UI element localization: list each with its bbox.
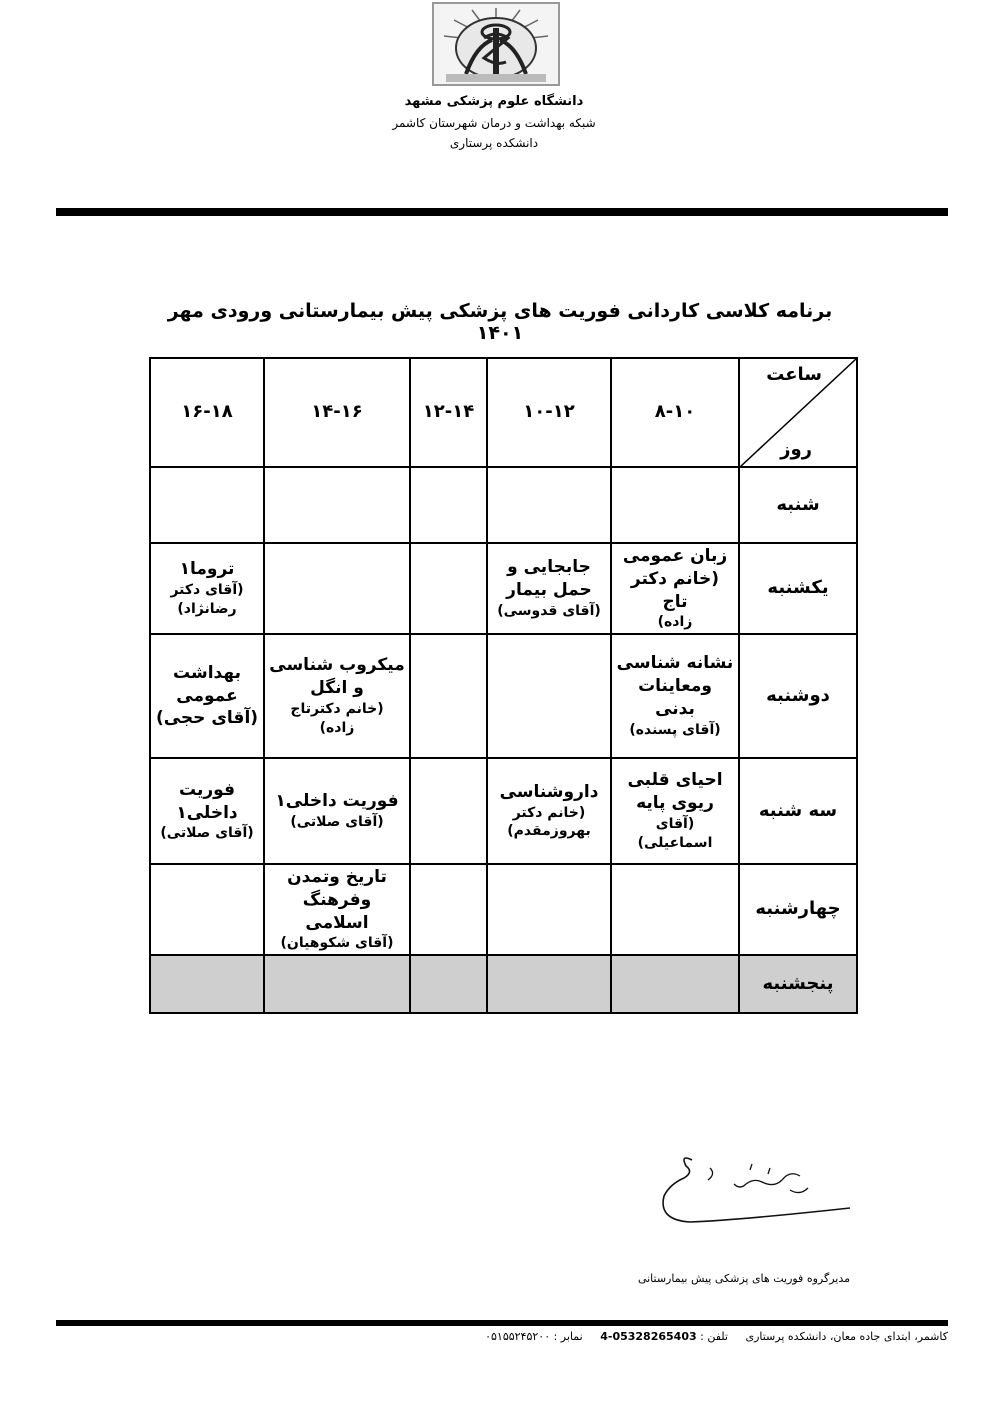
class-cell [487, 467, 611, 543]
table-row [150, 467, 857, 543]
course-name: داروشناسی [499, 781, 599, 802]
table-row [150, 543, 857, 634]
instructor: (خانم دکترتاج [290, 701, 384, 718]
health-network-name: شبکه بهداشت و درمان شهرستان کاشمر [392, 116, 596, 130]
header-divider [56, 208, 948, 216]
table-row [150, 758, 857, 864]
class-cell [487, 955, 611, 1013]
university-name: دانشگاه علوم پزشکی مشهد [404, 94, 584, 109]
class-cell [264, 955, 410, 1013]
instructor: (آقای صلاتی) [160, 825, 254, 842]
course-name: نشانه شناسی [616, 653, 734, 674]
school-name: دانشکده پرستاری [449, 136, 539, 150]
class-cell [410, 543, 487, 634]
instructor: اسماعیلی) [637, 834, 713, 851]
class-cell [487, 543, 611, 634]
class-cell [487, 758, 611, 864]
class-cell [611, 543, 739, 634]
class-cell [410, 758, 487, 864]
course-name: ریوی پایه [636, 793, 714, 814]
time-header: ۱۲-۱۴ [410, 358, 487, 467]
phone-number: 05328265403-4 [600, 1330, 697, 1343]
page-title: برنامه کلاسی کاردانی فوریت های پزشکی پیش بیمارستانی ورودی مهر ۱۴۰۱ [167, 300, 833, 344]
class-cell [611, 634, 739, 758]
day-cell: چهارشنبه [739, 864, 857, 955]
day-cell: پنجشنبه [739, 955, 857, 1013]
class-cell [264, 467, 410, 543]
day-label: روز [780, 438, 812, 460]
footer-address: کاشمر، ابتدای جاده معان، دانشکده پرستاری [745, 1330, 948, 1343]
class-cell [150, 864, 264, 955]
class-cell [410, 634, 487, 758]
instructor: (آقای حجی) [155, 708, 259, 729]
table-row [150, 955, 857, 1013]
table-row [150, 864, 857, 955]
course-name: بهداشت [173, 662, 241, 683]
class-cell [150, 634, 264, 758]
course-name: فوریت [179, 779, 235, 800]
class-cell [410, 955, 487, 1013]
day-cell: یکشنبه [739, 543, 857, 634]
course-name: میکروب شناسی [269, 655, 405, 676]
day-cell: شنبه [739, 467, 857, 543]
class-cell [150, 758, 264, 864]
time-header: ۱۶-۱۸ [150, 358, 264, 467]
course-name: داخلی۱ [176, 802, 238, 823]
class-cell [150, 467, 264, 543]
instructor: بهروزمقدم) [507, 823, 591, 840]
class-cell [264, 864, 410, 955]
footer [430, 1330, 948, 1343]
course-name: حمل بیمار [506, 580, 592, 601]
signature-image [650, 1140, 860, 1255]
class-cell [487, 864, 611, 955]
instructor: (آقای [655, 816, 695, 833]
schedule-table [149, 357, 858, 1014]
course-name: احیای قلبی [627, 770, 723, 791]
instructor: (آقای دکتر [170, 582, 244, 599]
course-name: عمومی [176, 685, 238, 706]
signature-caption: مدیرگروه فوریت های پزشکی پیش بیمارستانی [637, 1272, 850, 1285]
course-name: تروما۱ [179, 559, 235, 580]
course-name: تاریخ وتمدن [287, 866, 387, 887]
time-header: ۱۴-۱۶ [264, 358, 410, 467]
university-logo [432, 2, 560, 86]
time-header: ۱۰-۱۲ [487, 358, 611, 467]
class-cell [611, 864, 739, 955]
course-name: فوریت داخلی۱ [275, 791, 399, 812]
course-name: زبان عمومی [622, 545, 728, 566]
class-cell [611, 955, 739, 1013]
instructor: رضانژاد) [177, 600, 237, 617]
corner-cell [739, 358, 857, 467]
instructor: (آقای پسنده) [629, 721, 721, 738]
instructor: (خانم دکتر تاج [630, 568, 720, 612]
instructor: زاده) [319, 719, 355, 736]
header-row [150, 358, 857, 467]
instructor: (آقای شکوهیان) [280, 935, 394, 952]
instructor: زاده) [657, 614, 693, 631]
class-cell [264, 758, 410, 864]
fax-number: ۰۵۱۵۵۲۴۵۲۰۰ [485, 1330, 551, 1343]
hour-label: ساعت [766, 364, 822, 385]
course-name: جابجایی و [507, 557, 591, 578]
day-cell: دوشنبه [739, 634, 857, 758]
day-cell: سه شنبه [739, 758, 857, 864]
class-cell [150, 955, 264, 1013]
class-cell [264, 543, 410, 634]
class-cell [611, 758, 739, 864]
class-cell [410, 467, 487, 543]
instructor: (آقای قدوسی) [497, 602, 601, 619]
course-name: وفرهنگ اسلامی [302, 889, 372, 933]
class-cell [150, 543, 264, 634]
phone-label: تلفن : [700, 1330, 728, 1343]
footer-divider [56, 1320, 948, 1326]
instructor: (خانم دکتر [512, 804, 586, 821]
time-header: ۸-۱۰ [611, 358, 739, 467]
course-name: ومعاینات بدنی [638, 676, 712, 720]
table-row [150, 634, 857, 758]
class-cell [264, 634, 410, 758]
class-cell [487, 634, 611, 758]
instructor: (آقای صلاتی) [290, 814, 384, 831]
class-cell [410, 864, 487, 955]
course-name: و انگل [310, 678, 364, 699]
fax-label: نمابر : [553, 1330, 583, 1343]
class-cell [611, 467, 739, 543]
